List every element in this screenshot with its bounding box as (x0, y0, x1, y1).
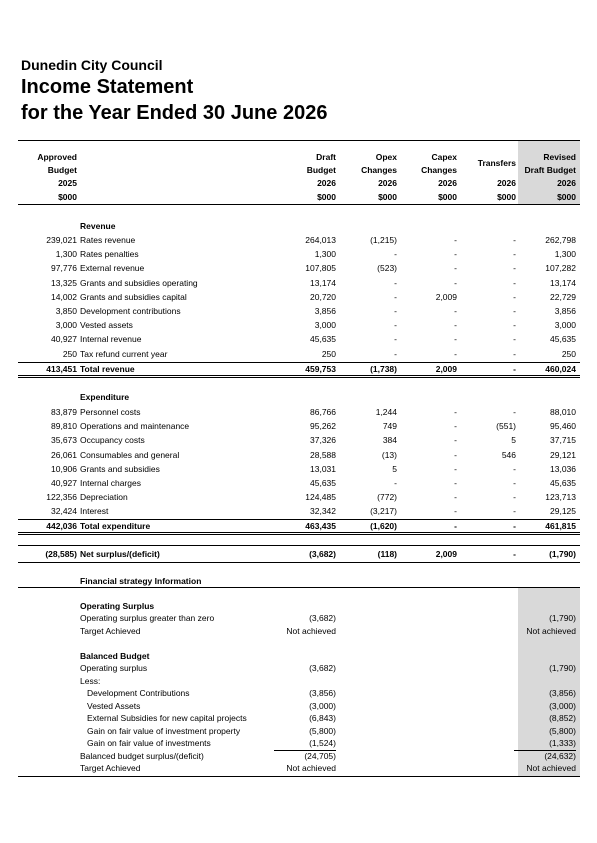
cell-transfers: - (513, 521, 516, 531)
cell-revised: 3,856 (554, 306, 576, 316)
cell-draft: 86,766 (310, 407, 336, 417)
revenue-row-label: Grants and subsidies capital (80, 291, 187, 302)
cell-transfers: 546 (501, 449, 516, 460)
cell-draft: 13,174 (310, 277, 336, 288)
cell-revised: 95,460 (550, 421, 576, 432)
cell-draft: 45,635 (310, 478, 336, 488)
cell-capex: - (454, 277, 457, 288)
cell-opex: 5 (392, 463, 397, 474)
cell-transfers: - (513, 506, 516, 517)
cell-transfers: - (513, 407, 516, 417)
cell-approved: 26,061 (51, 449, 77, 460)
total-double-rule (18, 375, 580, 380)
cell-approved: 3,000 (55, 320, 77, 331)
strategy-rule (18, 587, 580, 588)
cell-revised: 1,300 (554, 249, 576, 260)
cell-transfers: - (513, 549, 516, 559)
cell-transfers: - (513, 348, 516, 359)
table-bottom-rule (18, 776, 580, 777)
cell-transfers: - (513, 320, 516, 331)
cell-revised: 29,121 (550, 449, 576, 460)
cell-capex: 2,009 (435, 549, 457, 559)
table-top-rule (18, 140, 580, 141)
cell-approved: 83,879 (51, 407, 77, 417)
net-top-rule (18, 545, 580, 546)
cell-opex: - (394, 478, 397, 488)
cell-capex: - (454, 334, 457, 345)
cell-revised: (1,790) (549, 549, 576, 559)
cell-transfers: - (513, 478, 516, 488)
column-header-transfers: 2026 (497, 178, 516, 188)
cell-revised: 123,713 (545, 492, 576, 503)
organisation-name: Dunedin City Council (21, 57, 163, 73)
expenditure-row-label: Occupancy costs (80, 435, 145, 446)
cell-revised: Not achieved (526, 763, 576, 773)
cell-capex: - (454, 249, 457, 260)
revenue-row-label: Rates penalties (80, 249, 139, 260)
cell-draft: 95,262 (310, 421, 336, 432)
cell-opex: (1,620) (370, 521, 397, 531)
cell-revised: 88,010 (550, 407, 576, 417)
cell-capex: - (454, 421, 457, 432)
deduction-label: Gain on fair value of investments (87, 738, 211, 748)
net-bottom-rule (18, 562, 580, 563)
cell-draft: 45,635 (310, 334, 336, 345)
cell-capex: - (454, 463, 457, 474)
expenditure-row-label: Operations and maintenance (80, 421, 190, 432)
column-header-approved: $000 (58, 192, 77, 202)
cell-opex: - (394, 306, 397, 316)
expenditure-row-label: Internal charges (80, 478, 141, 488)
cell-revised: (5,800) (549, 725, 576, 736)
cell-revised: 460,024 (545, 364, 576, 374)
cell-opex: (118) (377, 549, 397, 559)
cell-draft: (3,000) (309, 700, 336, 711)
cell-opex: (1,215) (370, 235, 397, 245)
column-header-opex: 2026 (378, 178, 397, 188)
cell-draft: 32,342 (310, 506, 336, 517)
cell-draft: (3,682) (309, 663, 336, 673)
cell-transfers: - (513, 235, 516, 245)
cell-transfers: - (513, 492, 516, 503)
balanced-result-label: Balanced budget surplus/(deficit) (80, 751, 204, 761)
cell-approved: 3,850 (55, 306, 77, 316)
column-header-draft: Draft (316, 152, 336, 162)
cell-approved: 40,927 (51, 478, 77, 488)
strategy-row-label: Operating surplus greater than zero (80, 613, 215, 623)
column-header-approved: Approved (37, 152, 77, 162)
cell-transfers: - (513, 364, 516, 374)
cell-capex: - (454, 306, 457, 316)
cell-opex: - (394, 334, 397, 345)
cell-revised: (24,632) (544, 751, 576, 761)
cell-draft: (5,800) (309, 725, 336, 736)
cell-draft: (6,843) (309, 713, 336, 723)
cell-opex: (772) (377, 492, 397, 503)
total-revenue-label: Total revenue (80, 364, 135, 374)
cell-revised: 22,729 (550, 291, 576, 302)
cell-approved: 1,300 (55, 249, 77, 260)
cell-opex: - (394, 249, 397, 260)
column-header-opex: Opex (375, 152, 397, 162)
column-header-revised: $000 (557, 192, 576, 202)
deduction-label: External Subsidies for new capital projects (87, 713, 247, 723)
column-header-revised: Revised (543, 152, 576, 162)
cell-revised: 3,000 (554, 320, 576, 331)
cell-revised: 262,798 (545, 235, 576, 245)
cell-opex: 749 (382, 421, 397, 432)
cell-capex: - (454, 492, 457, 503)
cell-capex: - (454, 506, 457, 517)
cell-approved: 239,021 (46, 235, 77, 245)
cell-revised: (3,000) (549, 700, 576, 711)
cell-draft: (3,682) (309, 613, 336, 623)
cell-capex: - (454, 435, 457, 446)
revenue-row-label: External revenue (80, 263, 145, 274)
cell-opex: - (394, 277, 397, 288)
cell-revised: Not achieved (526, 625, 576, 636)
column-header-draft: 2026 (317, 178, 336, 188)
expenditure-row-label: Depreciation (80, 492, 128, 503)
cell-revised: 13,174 (550, 277, 576, 288)
subheading-balanced-budget: Balanced Budget (80, 651, 150, 661)
cell-opex: - (394, 320, 397, 331)
cell-capex: - (454, 348, 457, 359)
revenue-row-label: Tax refund current year (80, 348, 168, 359)
cell-draft: 3,000 (314, 320, 336, 331)
statement-title: Income Statement (21, 76, 194, 98)
cell-draft: 264,013 (305, 235, 336, 245)
expenditure-row-label: Personnel costs (80, 407, 141, 417)
deduction-label: Development Contributions (87, 688, 190, 698)
header-bottom-rule (18, 204, 580, 205)
cell-approved: 35,673 (51, 435, 77, 446)
cell-revised: (1,333) (549, 738, 576, 748)
cell-revised: 250 (561, 348, 576, 359)
cell-draft: (3,856) (309, 688, 336, 698)
cell-transfers: - (513, 291, 516, 302)
column-header-approved: Budget (47, 165, 77, 175)
cell-approved: 122,356 (46, 492, 77, 503)
cell-approved: 13,325 (51, 277, 77, 288)
section-heading-expenditure: Expenditure (80, 392, 130, 402)
column-header-capex: Capex (431, 152, 457, 162)
column-header-revised: 2026 (557, 178, 576, 188)
cell-draft: 28,588 (310, 449, 336, 460)
cell-draft: Not achieved (286, 625, 336, 636)
cell-transfers: - (513, 249, 516, 260)
cell-draft: (3,682) (309, 549, 336, 559)
strategy-row-label: Target Achieved (80, 625, 141, 636)
cell-capex: - (454, 235, 457, 245)
column-header-transfers: $000 (497, 192, 516, 202)
strategy-row-label: Operating surplus (80, 663, 148, 673)
expenditure-row-label: Grants and subsidies (80, 463, 160, 474)
cell-draft: 107,805 (305, 263, 336, 274)
target-label: Target Achieved (80, 763, 141, 773)
total-double-rule (18, 532, 580, 537)
cell-approved: 10,906 (51, 463, 77, 474)
cell-capex: - (454, 263, 457, 274)
column-header-opex: $000 (378, 192, 397, 202)
cell-approved: 14,002 (51, 291, 77, 302)
expenditure-row-label: Consumables and general (80, 449, 180, 460)
less-label: Less: (80, 676, 101, 686)
cell-approved: 40,927 (51, 334, 77, 345)
subtotal-rule (18, 519, 580, 520)
cell-draft: 1,300 (314, 249, 336, 260)
cell-transfers: - (513, 277, 516, 288)
cell-opex: (523) (377, 263, 397, 274)
cell-approved: (28,585) (45, 549, 77, 559)
cell-opex: (3,217) (370, 506, 397, 517)
cell-revised: 37,715 (550, 435, 576, 446)
cell-draft: 3,856 (314, 306, 336, 316)
cell-capex: - (454, 320, 457, 331)
cell-approved: 250 (62, 348, 77, 359)
cell-approved: 32,424 (51, 506, 77, 517)
cell-draft: Not achieved (286, 763, 336, 773)
cell-revised: (8,852) (549, 713, 576, 723)
expenditure-row-label: Interest (80, 506, 109, 517)
cell-transfers: (551) (496, 421, 516, 432)
cell-transfers: - (513, 306, 516, 316)
cell-draft: 37,326 (310, 435, 336, 446)
cell-opex: 1,244 (375, 407, 397, 417)
cell-transfers: - (513, 263, 516, 274)
cell-capex: 2,009 (435, 364, 457, 374)
cell-opex: - (394, 348, 397, 359)
cell-draft: 250 (321, 348, 336, 359)
cell-approved: 89,810 (51, 421, 77, 432)
cell-revised: (3,856) (549, 688, 576, 698)
net-surplus-label: Net surplus/(deficit) (80, 549, 160, 559)
cell-capex: 2,009 (435, 291, 457, 302)
cell-capex: - (454, 521, 457, 531)
cell-draft: 13,031 (310, 463, 336, 474)
cell-revised: 29,125 (550, 506, 576, 517)
cell-draft: 459,753 (305, 364, 336, 374)
cell-draft: (1,524) (309, 738, 336, 748)
revenue-row-label: Grants and subsidies operating (80, 277, 198, 288)
cell-capex: - (454, 478, 457, 488)
statement-period: for the Year Ended 30 June 2026 (21, 102, 328, 124)
column-header-draft: Budget (306, 165, 336, 175)
cell-capex: - (454, 407, 457, 417)
section-heading-revenue: Revenue (80, 221, 116, 231)
cell-draft: 20,720 (310, 291, 336, 302)
column-header-capex: 2026 (438, 178, 457, 188)
deduction-label: Gain on fair value of investment property (87, 725, 241, 736)
column-header-approved: 2025 (58, 178, 77, 188)
column-header-opex: Changes (361, 165, 397, 175)
column-header-capex: $000 (438, 192, 457, 202)
cell-approved: 413,451 (46, 364, 77, 374)
cell-transfers: - (513, 463, 516, 474)
deduction-label: Vested Assets (87, 700, 141, 711)
subtotal-rule (18, 362, 580, 363)
cell-draft: (24,705) (304, 751, 336, 761)
column-header-capex: Changes (421, 165, 457, 175)
column-header-transfers: Transfers (477, 158, 516, 168)
cell-draft: 124,485 (305, 492, 336, 503)
revenue-row-label: Rates revenue (80, 235, 136, 245)
cell-capex: - (454, 449, 457, 460)
cell-approved: 97,776 (51, 263, 77, 274)
total-expenditure-label: Total expenditure (80, 521, 151, 531)
cell-transfers: - (513, 334, 516, 345)
cell-revised: (1,790) (549, 663, 576, 673)
cell-opex: 384 (382, 435, 397, 446)
cell-revised: 45,635 (550, 334, 576, 345)
cell-opex: - (394, 291, 397, 302)
cell-opex: (13) (381, 449, 397, 460)
revenue-row-label: Internal revenue (80, 334, 142, 345)
cell-approved: 442,036 (46, 521, 77, 531)
revenue-row-label: Vested assets (80, 320, 133, 331)
cell-revised: 13,036 (550, 463, 576, 474)
cell-revised: 45,635 (550, 478, 576, 488)
subheading-operating-surplus: Operating Surplus (80, 601, 155, 611)
cell-revised: 107,282 (545, 263, 576, 274)
cell-revised: (1,790) (549, 613, 576, 623)
cell-opex: (1,738) (370, 364, 397, 374)
section-heading-strategy: Financial strategy Information (80, 576, 202, 586)
cell-revised: 461,815 (545, 521, 576, 531)
revenue-row-label: Development contributions (80, 306, 181, 316)
column-header-draft: $000 (317, 192, 336, 202)
cell-transfers: 5 (511, 435, 516, 446)
column-header-revised: Draft Budget (524, 165, 576, 175)
cell-draft: 463,435 (305, 521, 336, 531)
